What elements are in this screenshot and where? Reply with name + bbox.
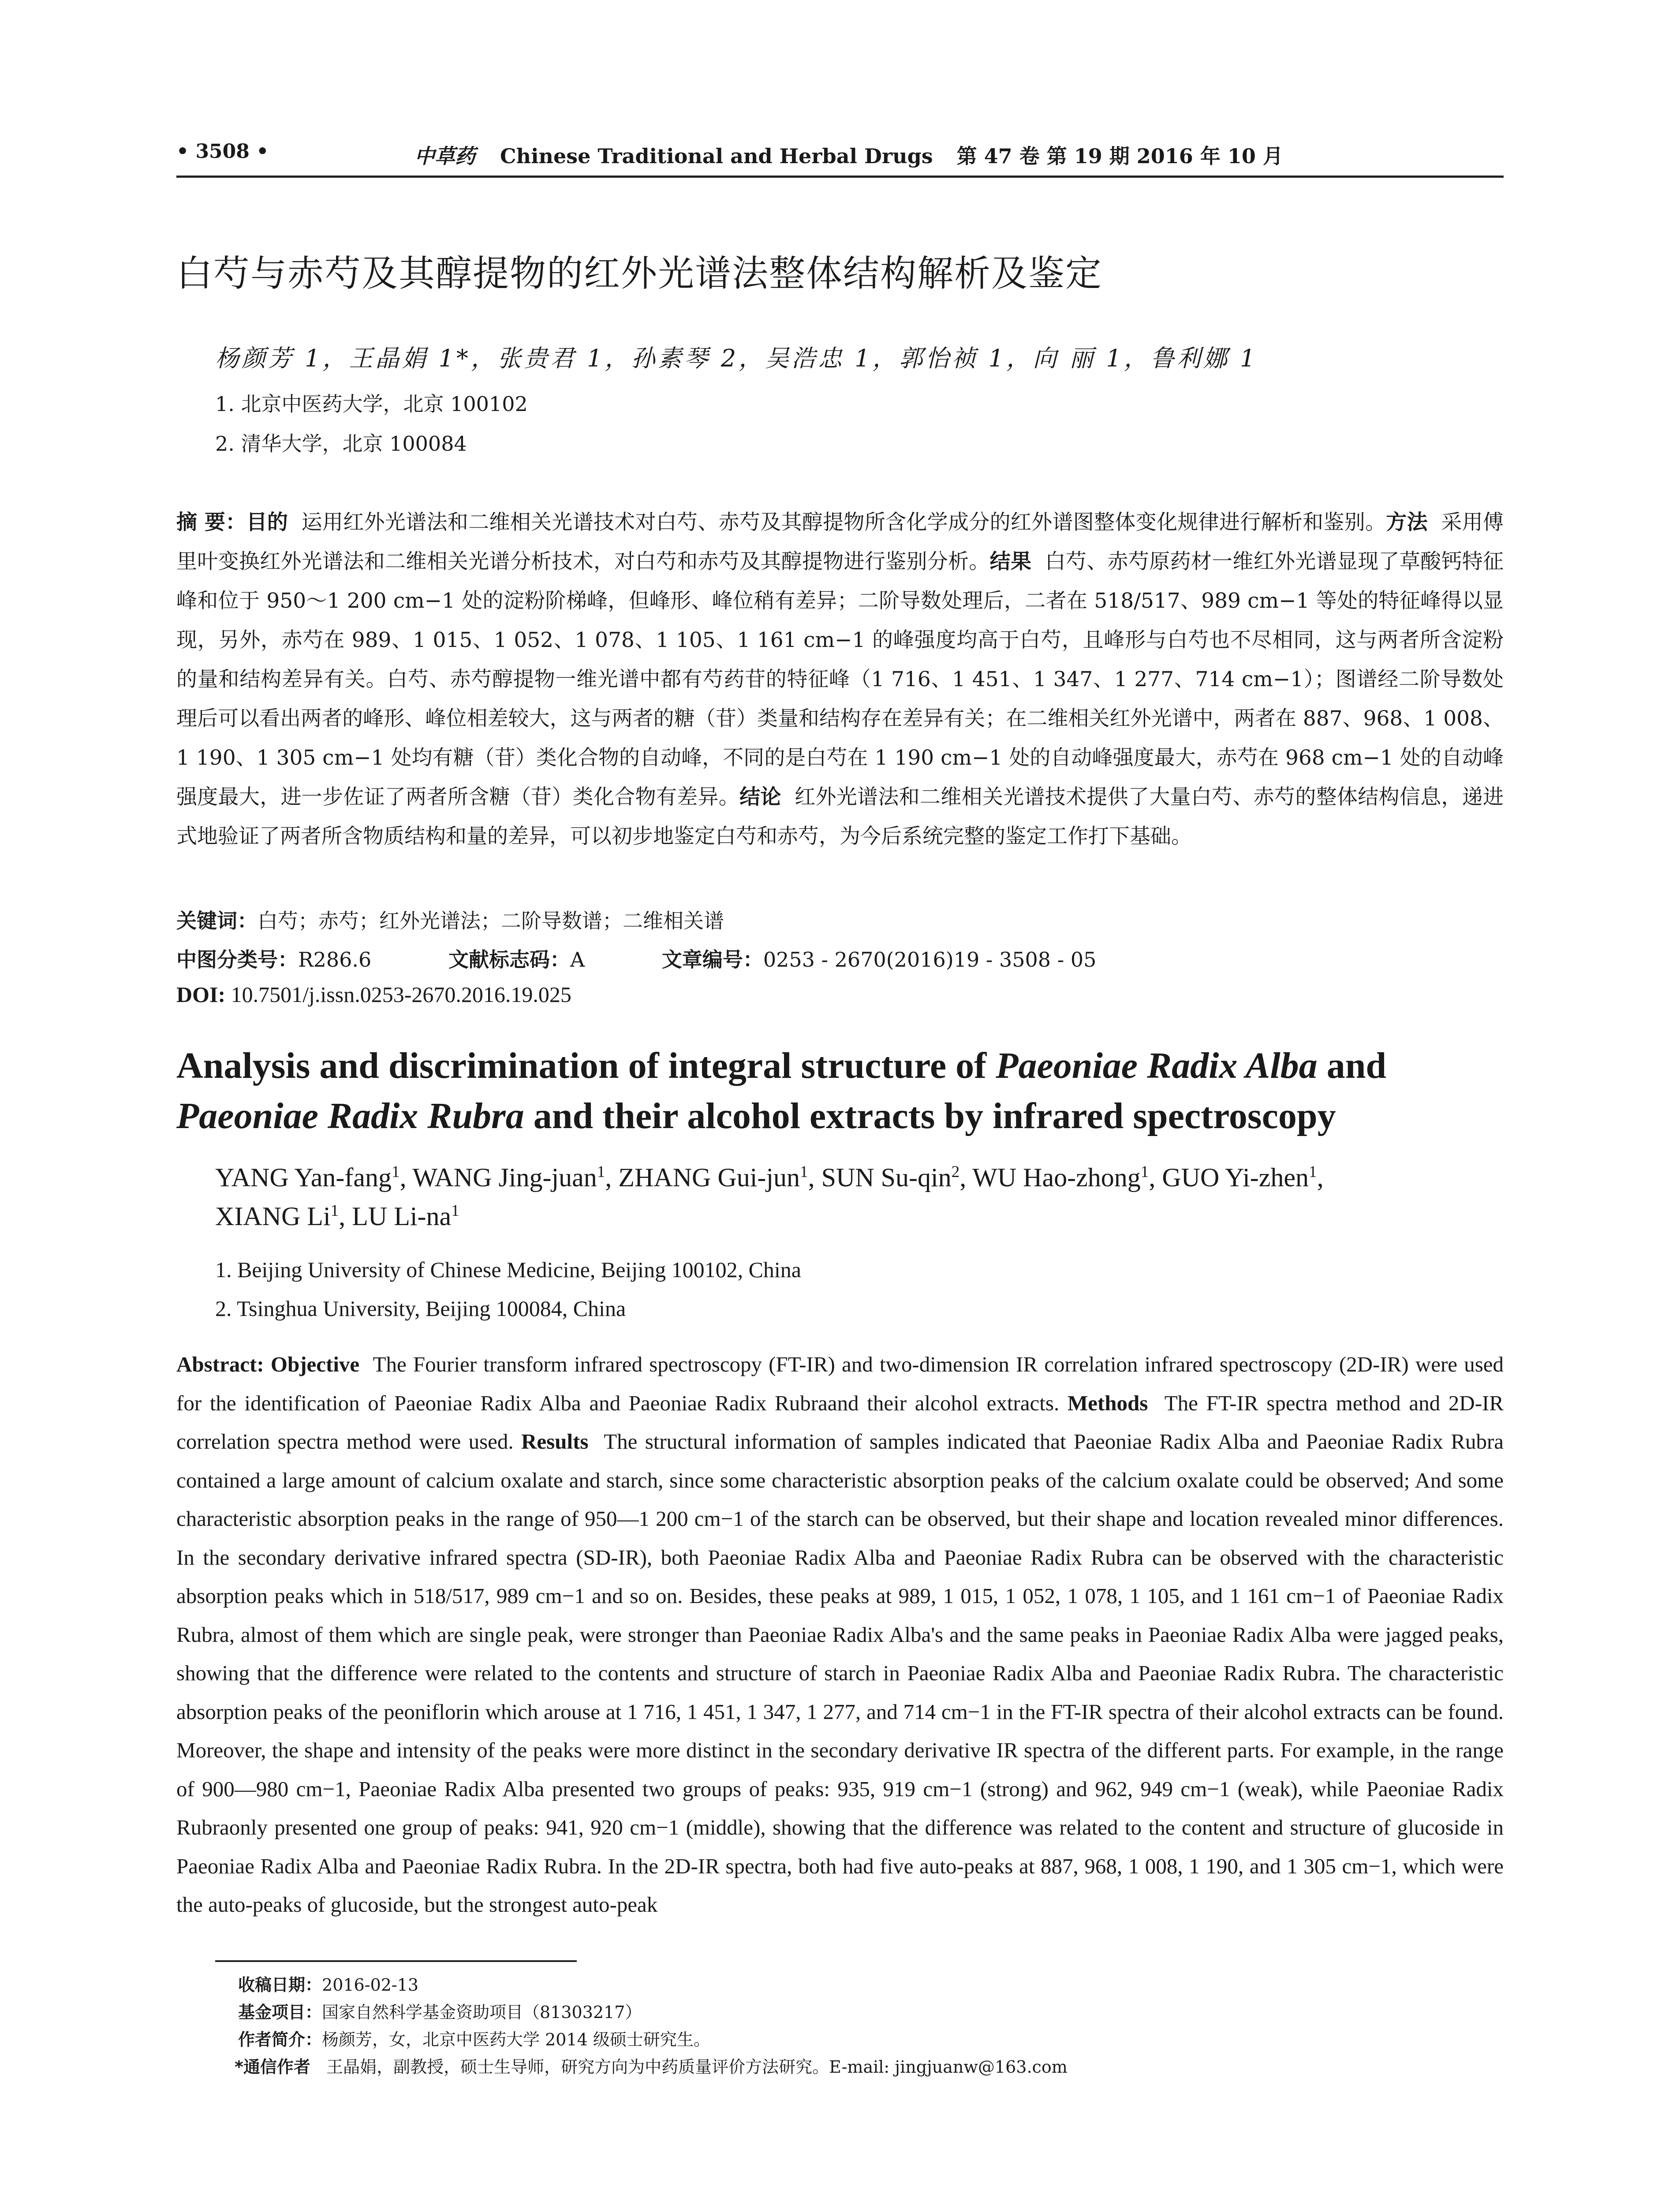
author-en-sup: 1	[597, 1163, 605, 1181]
authors-cn: 杨颜芳 1，王晶娟 1*，张贵君 1，孙素琴 2，吴浩忠 1，郭怡祯 1，向 丽 1，鲁利娜 1	[215, 344, 1258, 372]
page-number: • 3508 •	[176, 140, 269, 163]
fund-label: 基金项目：	[238, 2003, 322, 2022]
affiliation-cn-1: 1. 北京中医药大学，北京 100102	[215, 392, 528, 416]
doc-code-label: 文献标志码：	[448, 948, 570, 972]
results-en-label: Results	[521, 1429, 589, 1454]
author-en-sup: 1	[392, 1163, 400, 1181]
running-header	[176, 140, 1504, 178]
title-en-italic1: Paeoniae Radix Alba	[996, 1045, 1318, 1086]
title-en-part1: Analysis and discrimination of integral structure of	[176, 1045, 996, 1086]
title-en	[176, 1041, 1504, 1141]
author-en-sup: 1	[1309, 1163, 1317, 1181]
affiliation-en-1: 1. Beijing University of Chinese Medicine, Beijing 100102, China	[215, 1257, 802, 1282]
results-cn-label: 结果	[989, 549, 1032, 574]
author-en: WU Hao-zhong	[972, 1163, 1141, 1192]
affiliation-cn-2: 2. 清华大学，北京 100084	[215, 432, 467, 456]
author-en: ZHANG Gui-jun	[618, 1163, 800, 1192]
article-number-label: 文章编号：	[661, 948, 763, 972]
doc-code-value: A	[570, 948, 585, 972]
author-en-sup: 1	[1140, 1163, 1149, 1181]
keywords-cn	[176, 905, 724, 934]
journal-issue: 第 47 卷 第 19 期 2016 年 10 月	[956, 144, 1283, 168]
author-en: XIANG Li	[215, 1202, 331, 1231]
journal-header	[414, 140, 1283, 169]
received-label: 收稿日期：	[238, 1975, 322, 1995]
author-en-sup: 1	[451, 1202, 459, 1220]
footnote-received	[238, 1971, 418, 1996]
corr-label: *通信作者	[235, 2057, 310, 2077]
objective-cn-text: 运用红外光谱法和二维相关光谱技术对白芍、赤芍及其醇提物所含化学成分的红外谱图整体变化规律进行解析和鉴别。	[301, 510, 1386, 534]
abstract-en	[176, 1345, 1504, 1924]
authors-en: YANG Yan-fang$^1$, WANG Jing-juan$^1$, ZHANG Gui-jun$^1$, SUN Su-qin$^2$, WU Hao-zhong$^1$, GUO Yi-zhen$^1$, XIANG Li$^1$, LU $Li-na^1$	[215, 1163, 1324, 1231]
methods-en-text: The FT-IR spectra method and 2D-IR correlation spectra method were used.	[176, 1390, 1504, 1454]
methods-cn-text: 采用傅里叶变换红外光谱法和二维相关光谱分析技术，对白芍和赤芍及其醇提物进行鉴别分析。	[176, 510, 1504, 574]
received-value: 2016-02-13	[322, 1975, 419, 1995]
author-en: SUN Su-qin	[821, 1163, 952, 1192]
methods-cn-label: 方法	[1386, 510, 1428, 534]
title-cn: 白芍与赤芍及其醇提物的红外光谱法整体结构解析及鉴定	[176, 253, 1103, 295]
footnote-corresponding	[235, 2053, 1068, 2078]
conclusion-cn-label: 结论	[739, 785, 781, 809]
keywords-cn-label: 关键词：	[176, 909, 258, 933]
methods-en-label: Methods	[1067, 1390, 1148, 1415]
bio-value: 杨颜芳，女，北京中医药大学 2014 级硕士研究生。	[322, 2030, 710, 2049]
abstract-cn	[176, 503, 1504, 856]
author-en: LU Li-na	[352, 1202, 452, 1231]
clc-value: R286.6	[298, 948, 372, 972]
bio-label: 作者简介：	[238, 2030, 322, 2049]
journal-name-en: Chinese Traditional and Herbal Drugs	[500, 144, 933, 168]
journal-logo-cn: 中草药	[414, 144, 475, 168]
author-en: GUO Yi-zhen	[1162, 1163, 1309, 1192]
abstract-cn-label: 摘 要：	[176, 510, 246, 534]
footnote-rule	[215, 1960, 577, 1962]
conclusion-cn-text: 红外光谱法和二维相关光谱技术提供了大量白芍、赤芍的整体结构信息，递进式地验证了两者所含物质结构和量的差异，可以初步地鉴定白芍和赤芍，为今后系统完整的鉴定工作打下基础。	[176, 785, 1504, 848]
article-number-value: 0253 - 2670(2016)19 - 3508 - 05	[763, 948, 1097, 972]
classification-line	[176, 944, 1096, 973]
footnote-fund	[238, 1999, 642, 2023]
fund-value: 国家自然科学基金资助项目（81303217）	[322, 2003, 642, 2022]
author-en: WANG Jing-juan	[412, 1163, 597, 1192]
affiliation-en-2: 2. Tsinghua University, Beijing 100084, China	[215, 1296, 626, 1321]
title-en-italic2: Paeoniae Radix Rubra	[176, 1095, 524, 1136]
doi-line	[176, 982, 571, 1007]
footnote-bio	[238, 2026, 710, 2050]
title-en-part2: and	[1317, 1045, 1387, 1086]
author-en-sup: 1	[330, 1202, 339, 1220]
abstract-en-label: Abstract: Objective	[176, 1352, 360, 1376]
objective-cn-label: 目的	[246, 510, 288, 534]
objective-en-text: The Fourier transform infrared spectroscopy (FT-IR) and two-dimension IR correlation infrared spectroscopy (2D-IR) were used for the identification of Paeoniae Radix Alba and Paeoniae Radix Rubraand their alcohol extracts.	[176, 1352, 1504, 1415]
doi-value: 10.7501/j.issn.0253-2670.2016.19.025	[231, 982, 571, 1007]
title-en-part3: and their alcohol extracts by infrared spectroscopy	[524, 1095, 1336, 1136]
author-en-sup: 2	[951, 1163, 960, 1181]
doi-label: DOI:	[176, 982, 226, 1007]
results-en-text: The structural information of samples indicated that Paeoniae Radix Alba and Paeoniae Radix Rubra contained a large amount of calcium oxalate and starch, since some characteristic absorption peaks of the calcium oxalate could be observed; And some characteristic absorption peaks in the range of 950—1 200 cm−1 of the starch can be observed, but their shape and location revealed minor differences. In the secondary derivative infrared spectra (SD-IR), both Paeoniae Radix Alba and Paeoniae Radix Rubra can be observed with the characteristic absorption peaks which in 518/517, 989 cm−1 and so on. Besides, these peaks at 989, 1 015, 1 052, 1 078, 1 105, and 1 161 cm−1 of Paeoniae Radix Rubra, almost of them which are single peak, were stronger than Paeoniae Radix Alba's and the same peaks in Paeoniae Radix Alba were jagged peaks, showing that the difference were related to the contents and structure of starch in Paeoniae Radix Alba and Paeoniae Radix Rubra. The characteristic absorption peaks of the peoniflorin which arouse at 1 716, 1 451, 1 347, 1 277, and 714 cm−1 in the FT-IR spectra of their alcohol extracts can be found. Moreover, the shape and intensity of the peaks were more distinct in the secondary derivative IR spectra of the different parts. For example, in the range of 900—980 cm−1, Paeoniae Radix Alba presented two groups of peaks: 935, 919 cm−1 (strong) and 962, 949 cm−1 (weak), while Paeoniae Radix Rubraonly presented one group of peaks: 941, 920 cm−1 (middle), showing that the difference was related to the content and structure of glucoside in Paeoniae Radix Alba and Paeoniae Radix Rubra. In the 2D-IR spectra, both had five auto-peaks at 887, 968, 1 008, 1 190, and 1 305 cm−1, which were the auto-peaks of glucoside, but the strongest auto-peak	[176, 1429, 1504, 1917]
clc-label: 中图分类号：	[176, 948, 298, 972]
author-en-sup: 1	[800, 1163, 808, 1181]
author-en: YANG Yan-fang	[215, 1163, 392, 1192]
results-cn-text: 白芍、赤芍原药材一维红外光谱显现了草酸钙特征峰和位于 950～1 200 cm−1 处的淀粉阶梯峰，但峰形、峰位稍有差异；二阶导数处理后，二者在 518/517、989 cm−1 等处的特征峰得以显现，另外，赤芍在 989、1 015、1 052、1 078、1 105、1 161 cm−1 的峰强度均高于白芍，且峰形与白芍也不尽相同，这与两者所含淀粉的量和结构差异有关。白芍、赤芍醇提物一维光谱中都有芍药苷的特征峰（1 716、1 451、1 347、1 277、714 cm−1）；图谱经二阶导数处理后可以看出两者的峰形、峰位相差较大，这与两者的糖（苷）类量和结构存在差异有关；在二维相关红外光谱中，两者在 887、968、1 008、1 190、1 305 cm−1 处均有糖（苷）类化合物的自动峰，不同的是白芍在 1 190 cm−1 处的自动峰强度最大，赤芍在 968 cm−1 处的自动峰强度最大，进一步佐证了两者所含糖（苷）类化合物有差异。	[176, 549, 1504, 809]
corr-value: 王晶娟，副教授，硕士生导师，研究方向为中药质量评价方法研究。E-mail: jingjuanw@163.com	[326, 2057, 1068, 2077]
keywords-cn-text: 白芍；赤芍；红外光谱法；二阶导数谱；二维相关谱	[258, 909, 724, 933]
